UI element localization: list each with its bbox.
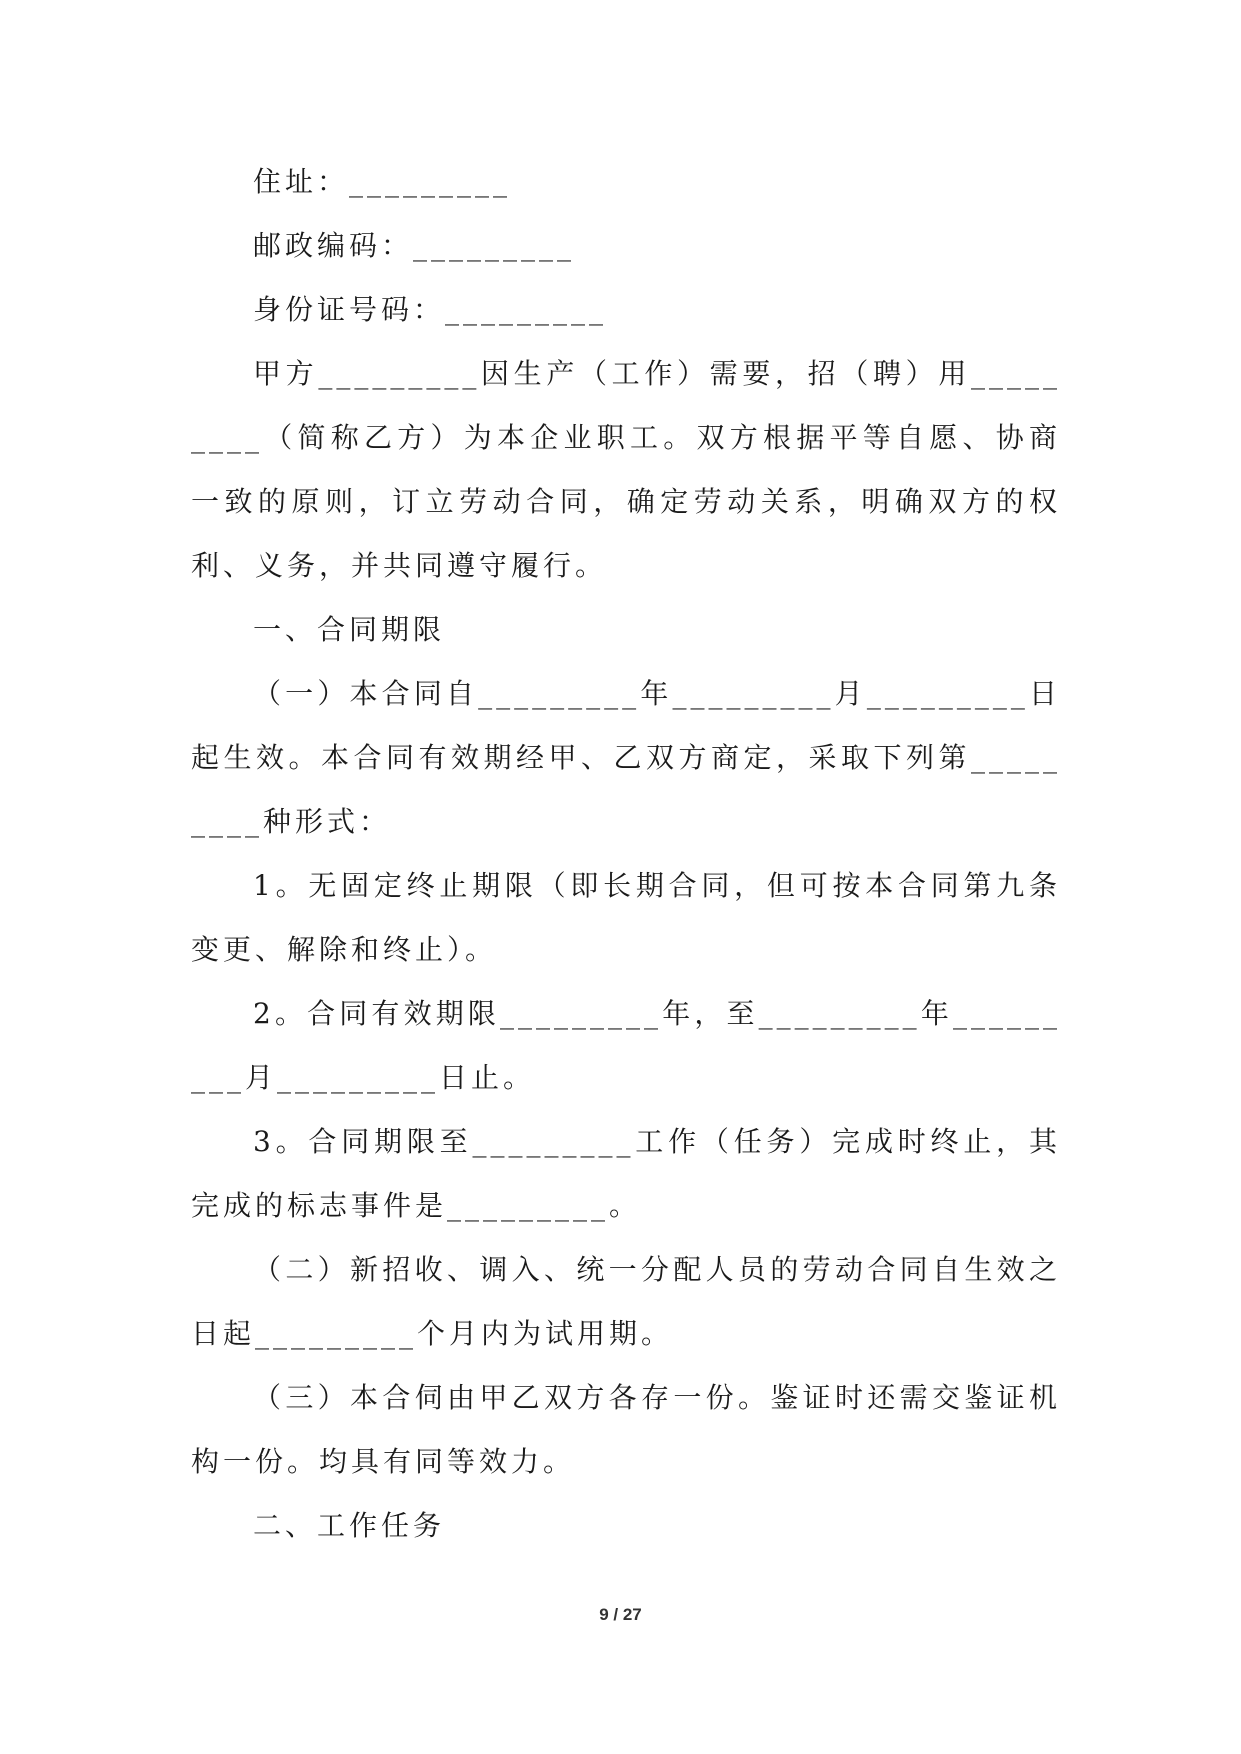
term-option-2: 2。合同有效期限_________年，至_________年_________月_________日止。 — [191, 997, 1061, 1094]
section-heading-contract-term: 一、合同期限 — [253, 613, 446, 646]
clause-3-copies: （三）本合伺由甲乙双方各存一份。鉴证时还需交鉴证机构一份。均具有同等效力。 — [191, 1381, 1061, 1478]
clause-2-probation: （二）新招收、调入、统一分配人员的劳动合同自生效之日起_________个月内为试用期。 — [191, 1253, 1061, 1350]
section-heading-work-tasks: 二、工作任务 — [253, 1509, 446, 1542]
address-line: 住址：_________ — [253, 165, 512, 198]
term-option-3: 3。合同期限至_________工作（任务）完成时终止，其完成的标志事件是_________。 — [191, 1125, 1061, 1222]
id-number-line: 身份证号码：_________ — [253, 293, 608, 326]
term-option-1: 1。无固定终止期限（即长期合同，但可按本合同第九条变更、解除和终止）。 — [191, 869, 1061, 966]
postal-code-line: 邮政编码：_________ — [253, 229, 576, 262]
preamble-paragraph: 甲方_________因生产（工作）需要，招（聘）用_________（简称乙方）为本企业职工。双方根据平等自愿、协商一致的原则，订立劳动合同，确定劳动关系，明确双方的权利、义务，并共同遵守履行。 — [191, 357, 1061, 582]
clause-1-effective-date: （一）本合同自_________年_________月_________日起生效。本合同有效期经甲、乙双方商定，采取下列第_________种形式： — [191, 677, 1061, 838]
document-body — [191, 150, 1061, 1558]
page-number: 9 / 27 — [599, 1605, 642, 1624]
